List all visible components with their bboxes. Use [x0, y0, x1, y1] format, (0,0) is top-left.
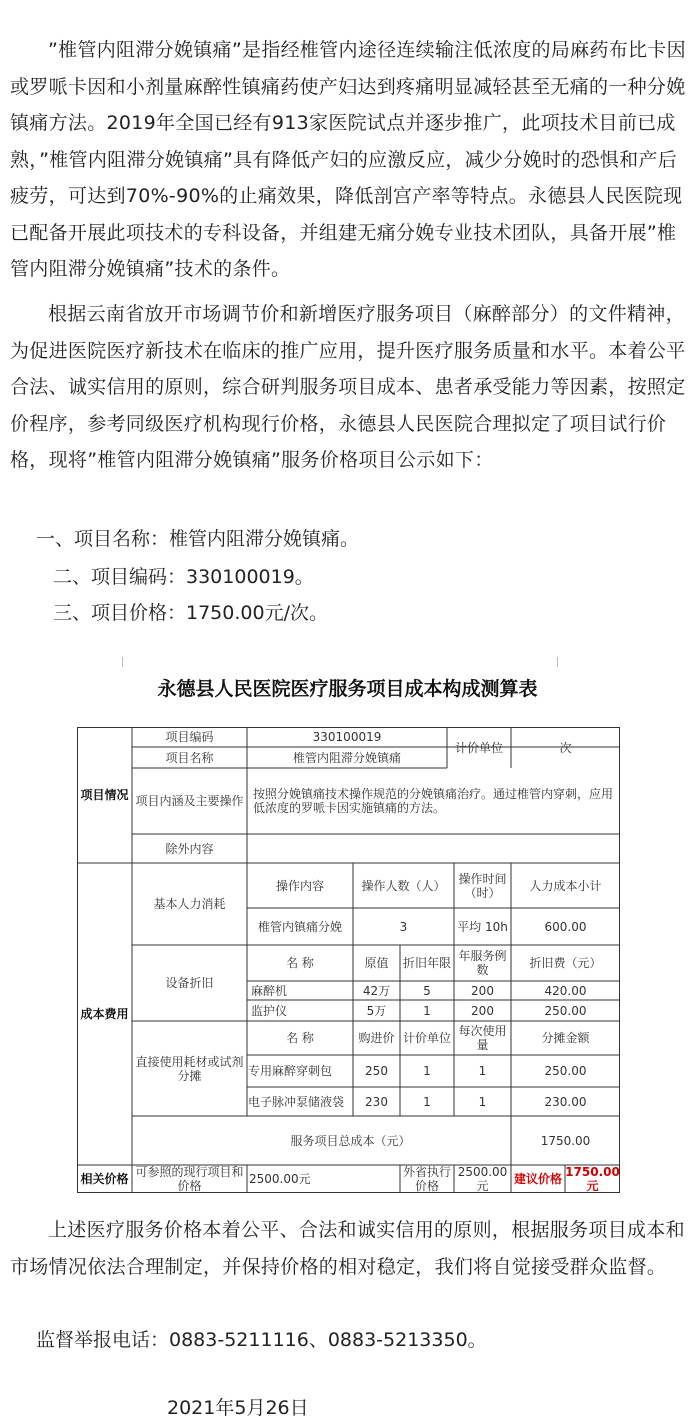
exclude-value [247, 834, 620, 863]
province-value: 2500.00元 [457, 1165, 508, 1193]
equipment-cell: 5万 [366, 1003, 387, 1018]
materials-cell: 1 [423, 1064, 431, 1078]
materials-cell: 1 [423, 1094, 431, 1109]
materials-cell: 1 [478, 1064, 487, 1078]
labor-cell: 椎管内镇痛分娩 [257, 919, 342, 934]
suggest-label: 建议价格 [513, 1172, 562, 1186]
labor-cell: 600.00 [544, 919, 587, 934]
ref-label: 可参照的现行项目和价格 [135, 1165, 244, 1193]
equipment-cell: 200 [471, 983, 494, 998]
cost-table [77, 727, 620, 1193]
unit-value: 次 [559, 740, 572, 755]
document-date: 2021年5月26日 [167, 1397, 309, 1419]
equipment-cell: 监护仪 [251, 1003, 288, 1018]
materials-label: 直接使用耗材或试剂分摊 [135, 1054, 244, 1083]
materials-cell: 专用麻醉穿刺包 [248, 1064, 333, 1078]
equipment-cell: 5 [423, 983, 431, 998]
closing-paragraph: 上述医疗服务价格本着公平、合法和诚实信用的原则，根据服务项目成本和市场情况依法合理制定，并保持价格的相对稳定，我们将自觉接受群众监督。 [10, 1219, 685, 1278]
suggest-value: 1750.00元 [565, 1165, 620, 1193]
labor-label: 基本人力消耗 [153, 897, 226, 911]
labor-cell: 3 [399, 919, 408, 934]
unit-label: 计价单位 [454, 740, 503, 755]
equipment-header: 折旧年限 [402, 956, 451, 970]
table-title: 永德县人民医院医疗服务项目成本构成测算表 [157, 678, 538, 700]
policy-paragraph: 根据云南省放开市场调节价和新增医疗服务项目（麻醉部分）的文件精神，为促进医院医疗新技术在临床的推广应用，提升医疗服务质量和水平。本着公平合法、诚实信用的原则，综合研判服务项目成本、患者承受能力等因素，按照定价程序，参考同级医疗机构现行价格，永德县人民医院合理拟定了项目试行价格，现将”椎管内阻滞分娩镇痛”服务价格项目公示如下： [10, 303, 686, 471]
equipment-label: 设备折旧 [165, 976, 214, 990]
name-label: 项目名称 [165, 750, 214, 765]
equipment-header: 名 称 [286, 956, 314, 970]
item-name-line: 一、项目名称：椎管内阻滞分娩镇痛。 [36, 528, 360, 550]
equipment-cell: 200 [471, 1003, 494, 1018]
equipment-cell: 麻醉机 [251, 983, 288, 998]
province-label: 外省执行价格 [402, 1165, 451, 1193]
exclude-label: 除外内容 [165, 841, 214, 856]
content-label: 项目内涵及主要操作 [135, 794, 244, 808]
equipment-cell: 250.00 [544, 1003, 587, 1018]
section-price: 相关价格 [80, 1172, 129, 1186]
materials-cell: 250.00 [544, 1064, 587, 1078]
name-value: 椎管内阻滞分娩镇痛 [292, 750, 401, 765]
item-code-line: 二、项目编码：330100019。 [53, 566, 314, 588]
materials-header: 每次使用量 [458, 1024, 507, 1052]
equipment-header: 折旧费（元） [529, 956, 602, 970]
item-price-line: 三、项目价格：1750.00元/次。 [53, 602, 328, 624]
total-label: 服务项目总成本（元） [290, 1133, 411, 1148]
scan-corner-right [557, 657, 568, 667]
intro-paragraph: ”椎管内阻滞分娩镇痛”是指经椎管内途径连续输注低浓度的局麻药布比卡因或罗哌卡因和小剂量麻醉性镇痛药使产妇达到疼痛明显减轻甚至无痛的一种分娩镇痛方法。2019年全国已经有913家医院试点并逐步推广，此项技术目前已成熟，”椎管内阻滞分娩镇痛”具有降低产妇的应激反应，减少分娩时的恐惧和产后疲劳，可达到70%-90%的止痛效果，降低剖宫产率等特点。永德县人民医院现已配备开展此项技术的专科设备，并组建无痛分娩专业技术团队，具备开展”椎管内阻滞分娩镇痛”技术的条件。 [10, 39, 686, 280]
materials-cell: 230 [365, 1094, 388, 1109]
content-value: 按照分娩镇痛技术操作规范的分娩镇痛治疗。通过椎管内穿刺，应用低浓度的罗哌卡因实施镇痛的方法。 [253, 787, 614, 815]
equipment-cell: 420.00 [544, 983, 587, 998]
materials-header: 购进价 [358, 1031, 395, 1045]
labor-header: 操作人数（人） [361, 878, 446, 893]
equipment-cell: 42万 [362, 983, 391, 998]
labor-header: 操作内容 [275, 878, 324, 893]
equipment-header: 原值 [364, 956, 389, 970]
materials-header: 分摊金额 [541, 1031, 590, 1045]
total-value: 1750.00 [540, 1133, 591, 1148]
equipment-header: 年服务例数 [458, 949, 507, 977]
scan-corner-left [112, 657, 123, 667]
materials-cell: 250 [365, 1064, 388, 1078]
labor-header: 操作时间（时） [458, 871, 507, 900]
labor-cell: 平均 10h [457, 919, 508, 934]
materials-header: 计价单位 [402, 1031, 451, 1045]
code-value: 330100019 [312, 730, 382, 744]
code-label: 项目编码 [165, 730, 214, 744]
materials-cell: 电子脉冲泵储液袋 [248, 1094, 345, 1109]
materials-header: 名 称 [286, 1031, 314, 1045]
materials-cell: 230.00 [544, 1094, 587, 1109]
section-cost: 成本费用 [80, 1007, 129, 1021]
labor-header: 人力成本小计 [529, 878, 602, 893]
equipment-cell: 1 [423, 1003, 431, 1018]
section-project: 项目情况 [80, 788, 129, 802]
hotline-line: 监督举报电话：0883-5211116、0883-5213350。 [36, 1329, 487, 1351]
materials-cell: 1 [478, 1094, 487, 1109]
ref-value: 2500.00元 [249, 1172, 311, 1186]
